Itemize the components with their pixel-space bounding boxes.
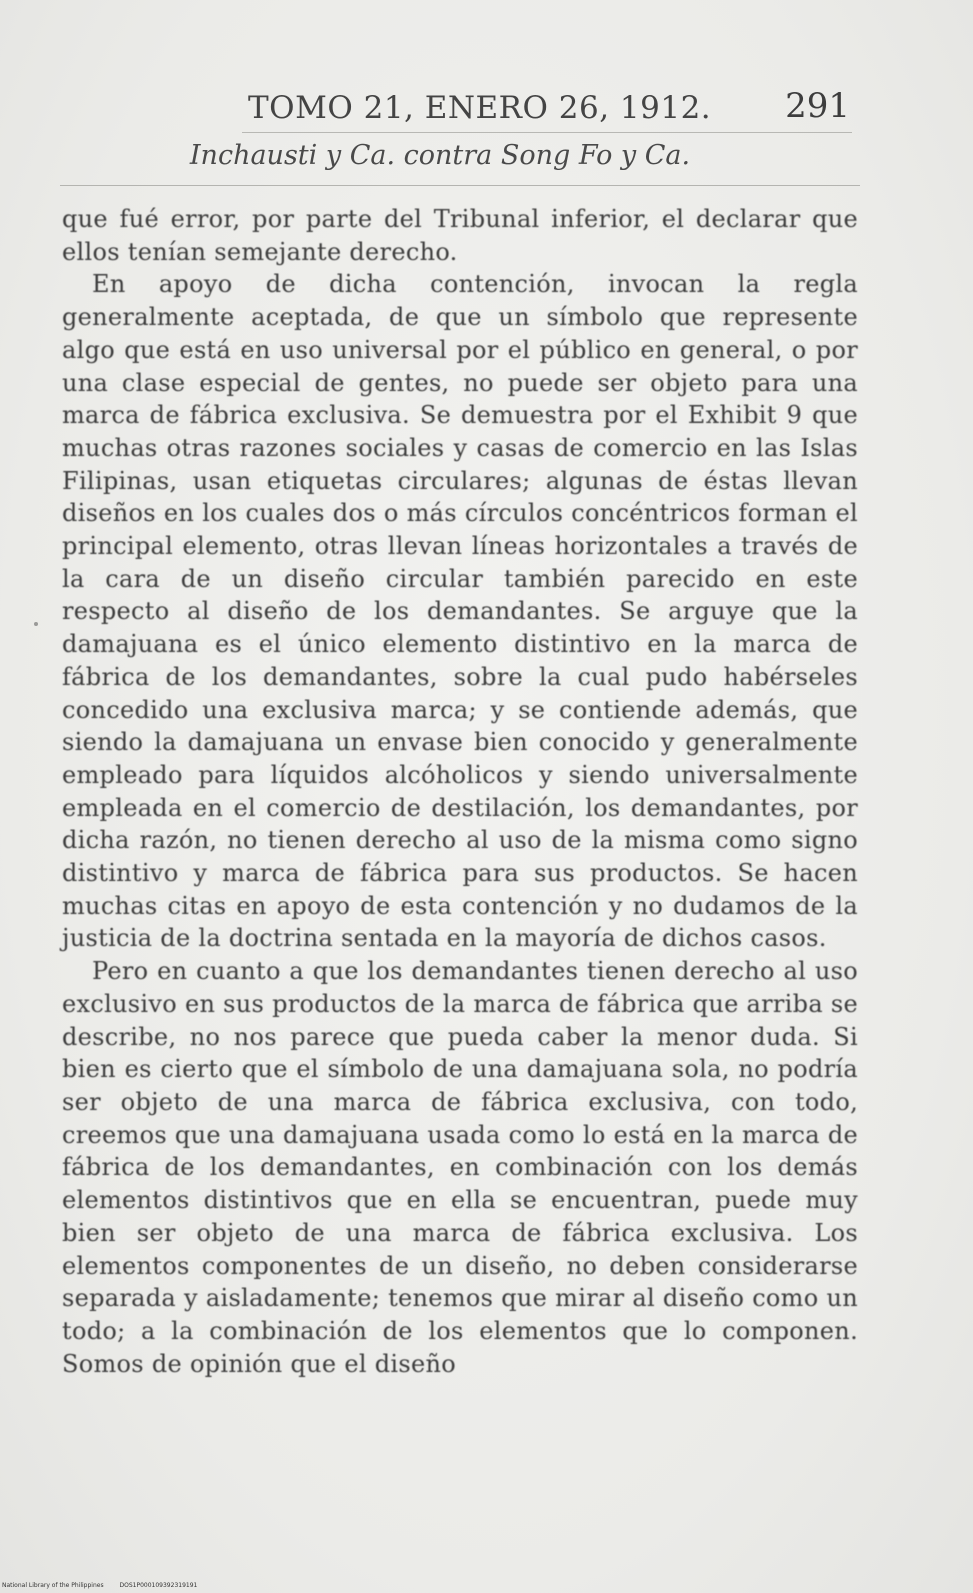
paragraph-ruling: Pero en cuanto a que los demandantes tienen derecho al uso exclusivo en sus productos de la marca de fábrica que arriba se describe, no nos parece que pueda caber la menor duda. Si bien es cierto que el símbolo de una damajuana sola, no podría ser objeto de una marca de fábrica exclusiva, con todo, creemos que una damajuana usada como lo está en la marca de fábrica de los demandantes, en combinación con los demás elementos distintivos que en ella se encuentran, puede muy bien ser objeto de una marca de fábrica exclusiva. Los elementos componentes de un diseño, no deben considerarse separada y aisladamente; tenemos que mirar al diseño como un todo; a la combinación de los elementos que lo componen. Somos de opinión que el diseño [62,957,858,1378]
paragraph-contention: En apoyo de dicha contención, invocan la regla generalmente aceptada, de que un símbolo que represente algo que está en uso universal por el público en general, o por una clase especial de gentes, no puede ser objeto para una marca de fábrica exclusiva. Se demuestra por el Exhibit 9 que muchas otras razones sociales y casas de comercio en las Islas Filipinas, usan etiquetas circulares; algunas de éstas llevan diseños en los cuales dos o más círculos concéntricos forman el principal elemento, otras llevan líneas horizontales a través de la cara de un diseño circular también parecido en este respecto al diseño de los demandantes. Se arguye que la damajuana es el único elemento distintivo en la marca de fábrica de los demandantes, sobre la cual pudo habérseles concedido una exclusiva marca; y se contiende además, que siendo la damajuana un envase bien conocido y generalmente empleado para líquidos alcóholicos y siendo universalmente empleada en el comercio de destilación, los demandantes, por dicha razón, no tienen derecho al uso de la misma como signo distintivo y marca de fábrica para sus productos. Se hacen muchas citas en apoyo de esta contención y no dudamos de la justicia de la doctrina sentada en la mayoría de dichos casos. [62,270,858,953]
running-head [60,86,860,134]
paragraph-continuation: que fué error, por parte del Tribunal inferior, el declarar que ellos tenían semejante derecho. [62,205,858,266]
body-text [62,203,858,1380]
page-number: 291 [785,86,850,126]
library-credit: National Library of the Philippines [2,1582,104,1589]
header-rule [242,132,852,133]
volume-date-heading: TOMO 21, ENERO 26, 1912. [248,90,712,126]
margin-speck [34,622,38,626]
scan-code: DOS1P000109392319191 [119,1582,198,1589]
case-title-rule [60,185,860,186]
case-title: Inchausti y Ca. contra Song Fo y Ca. [189,140,691,171]
scan-credit [2,1582,211,1589]
